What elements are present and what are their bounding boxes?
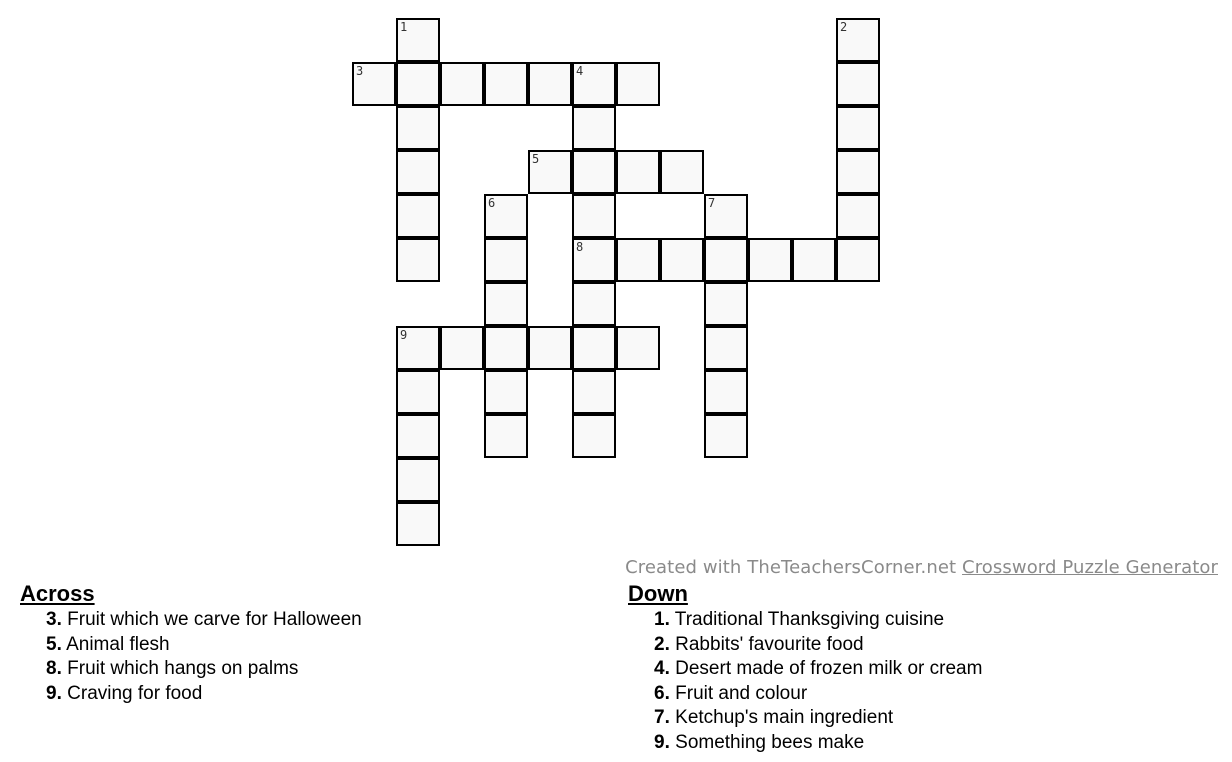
across-clue-list	[20, 608, 362, 706]
grid-cell[interactable]	[836, 62, 880, 106]
clue-number: 8.	[46, 658, 62, 680]
grid-cell[interactable]	[616, 326, 660, 370]
clue-number: 9.	[46, 682, 62, 704]
grid-cell[interactable]	[704, 370, 748, 414]
grid-cell[interactable]	[484, 282, 528, 326]
clue-text: Fruit which we carve for Halloween	[67, 609, 362, 630]
grid-cell[interactable]	[396, 326, 440, 370]
grid-cell[interactable]	[836, 238, 880, 282]
clue-number: 7.	[654, 707, 670, 729]
grid-cell[interactable]	[572, 62, 616, 106]
clue-text: Fruit which hangs on palms	[67, 658, 299, 680]
across-clue	[46, 657, 362, 682]
down-heading: Down	[628, 581, 688, 606]
grid-cell[interactable]	[704, 238, 748, 282]
across-clue	[46, 633, 362, 658]
clue-text: Ketchup's main ingredient	[675, 707, 894, 729]
grid-cell[interactable]	[396, 18, 440, 62]
grid-cell[interactable]	[484, 194, 528, 238]
grid-cell[interactable]	[572, 326, 616, 370]
down-clue	[654, 657, 982, 682]
grid-cell[interactable]	[748, 238, 792, 282]
clue-number: 4.	[654, 658, 670, 680]
credit-line	[625, 557, 1218, 578]
grid-cell[interactable]	[572, 370, 616, 414]
grid-cell[interactable]	[572, 414, 616, 458]
clue-number: 6.	[654, 682, 670, 704]
grid-cell[interactable]	[660, 150, 704, 194]
credit-text: Created with TheTeachersCorner.net	[625, 557, 957, 578]
grid-cell[interactable]	[616, 62, 660, 106]
grid-cell[interactable]	[660, 238, 704, 282]
clue-text: Craving for food	[67, 682, 203, 704]
grid-cell[interactable]	[440, 62, 484, 106]
grid-cell[interactable]	[616, 238, 660, 282]
grid-cell[interactable]	[528, 62, 572, 106]
grid-cell[interactable]	[792, 238, 836, 282]
across-clues	[20, 580, 362, 706]
grid-cell[interactable]	[484, 370, 528, 414]
grid-cell[interactable]	[572, 282, 616, 326]
grid-cell[interactable]	[396, 106, 440, 150]
grid-cell[interactable]	[396, 238, 440, 282]
grid-cell[interactable]	[396, 458, 440, 502]
down-clue	[654, 731, 982, 756]
down-clue	[654, 706, 982, 731]
grid-cell[interactable]	[572, 238, 616, 282]
clue-number: 9.	[654, 731, 670, 753]
clue-number-label: 4	[576, 64, 584, 78]
grid-cell[interactable]	[704, 326, 748, 370]
grid-cell[interactable]	[396, 194, 440, 238]
across-clue	[46, 608, 362, 633]
grid-cell[interactable]	[396, 150, 440, 194]
clue-number-label: 6	[488, 196, 496, 210]
clue-number-label: 1	[400, 20, 408, 34]
grid-cell[interactable]	[836, 106, 880, 150]
clue-text: Animal flesh	[66, 633, 170, 655]
grid-cell[interactable]	[484, 62, 528, 106]
clue-number-label: 9	[400, 328, 408, 342]
clue-number: 5.	[46, 633, 62, 655]
generator-link[interactable]: Crossword Puzzle Generator	[962, 557, 1218, 578]
grid-cell[interactable]	[484, 238, 528, 282]
grid-cell[interactable]	[616, 150, 660, 194]
down-clue	[654, 633, 982, 658]
clue-text: Traditional Thanksgiving cuisine	[674, 609, 945, 630]
grid-cell[interactable]	[572, 150, 616, 194]
grid-cell[interactable]	[528, 326, 572, 370]
clue-text: Fruit and colour	[675, 682, 808, 704]
grid-cell[interactable]	[528, 150, 572, 194]
grid-cell[interactable]	[440, 326, 484, 370]
grid-cell[interactable]	[704, 414, 748, 458]
grid-cell[interactable]	[836, 18, 880, 62]
grid-cell[interactable]	[484, 414, 528, 458]
down-clue	[654, 682, 982, 707]
clue-number: 2.	[654, 633, 670, 655]
clue-number-label: 5	[532, 152, 540, 166]
across-clue	[46, 682, 362, 707]
grid-cell[interactable]	[836, 150, 880, 194]
grid-cell[interactable]	[396, 414, 440, 458]
clue-number-label: 7	[708, 196, 716, 210]
clue-number-label: 8	[576, 240, 584, 254]
clue-number-label: 3	[356, 64, 364, 78]
grid-cell[interactable]	[572, 106, 616, 150]
grid-cell[interactable]	[396, 62, 440, 106]
clue-number: 3.	[46, 609, 62, 630]
grid-cell[interactable]	[704, 282, 748, 326]
grid-cell[interactable]	[836, 194, 880, 238]
across-heading: Across	[20, 581, 95, 606]
grid-cell[interactable]	[352, 62, 396, 106]
clue-text: Desert made of frozen milk or cream	[675, 658, 983, 680]
down-clue	[654, 608, 982, 633]
clue-text: Rabbits' favourite food	[675, 633, 864, 655]
down-clue-list	[628, 608, 982, 756]
clue-number-label: 2	[840, 20, 848, 34]
grid-cell[interactable]	[484, 326, 528, 370]
down-clues	[628, 580, 982, 756]
grid-cell[interactable]	[396, 502, 440, 546]
grid-cell[interactable]	[704, 194, 748, 238]
grid-cell[interactable]	[572, 194, 616, 238]
grid-cell[interactable]	[396, 370, 440, 414]
clue-text: Something bees make	[675, 731, 865, 753]
clue-number: 1.	[654, 609, 670, 630]
